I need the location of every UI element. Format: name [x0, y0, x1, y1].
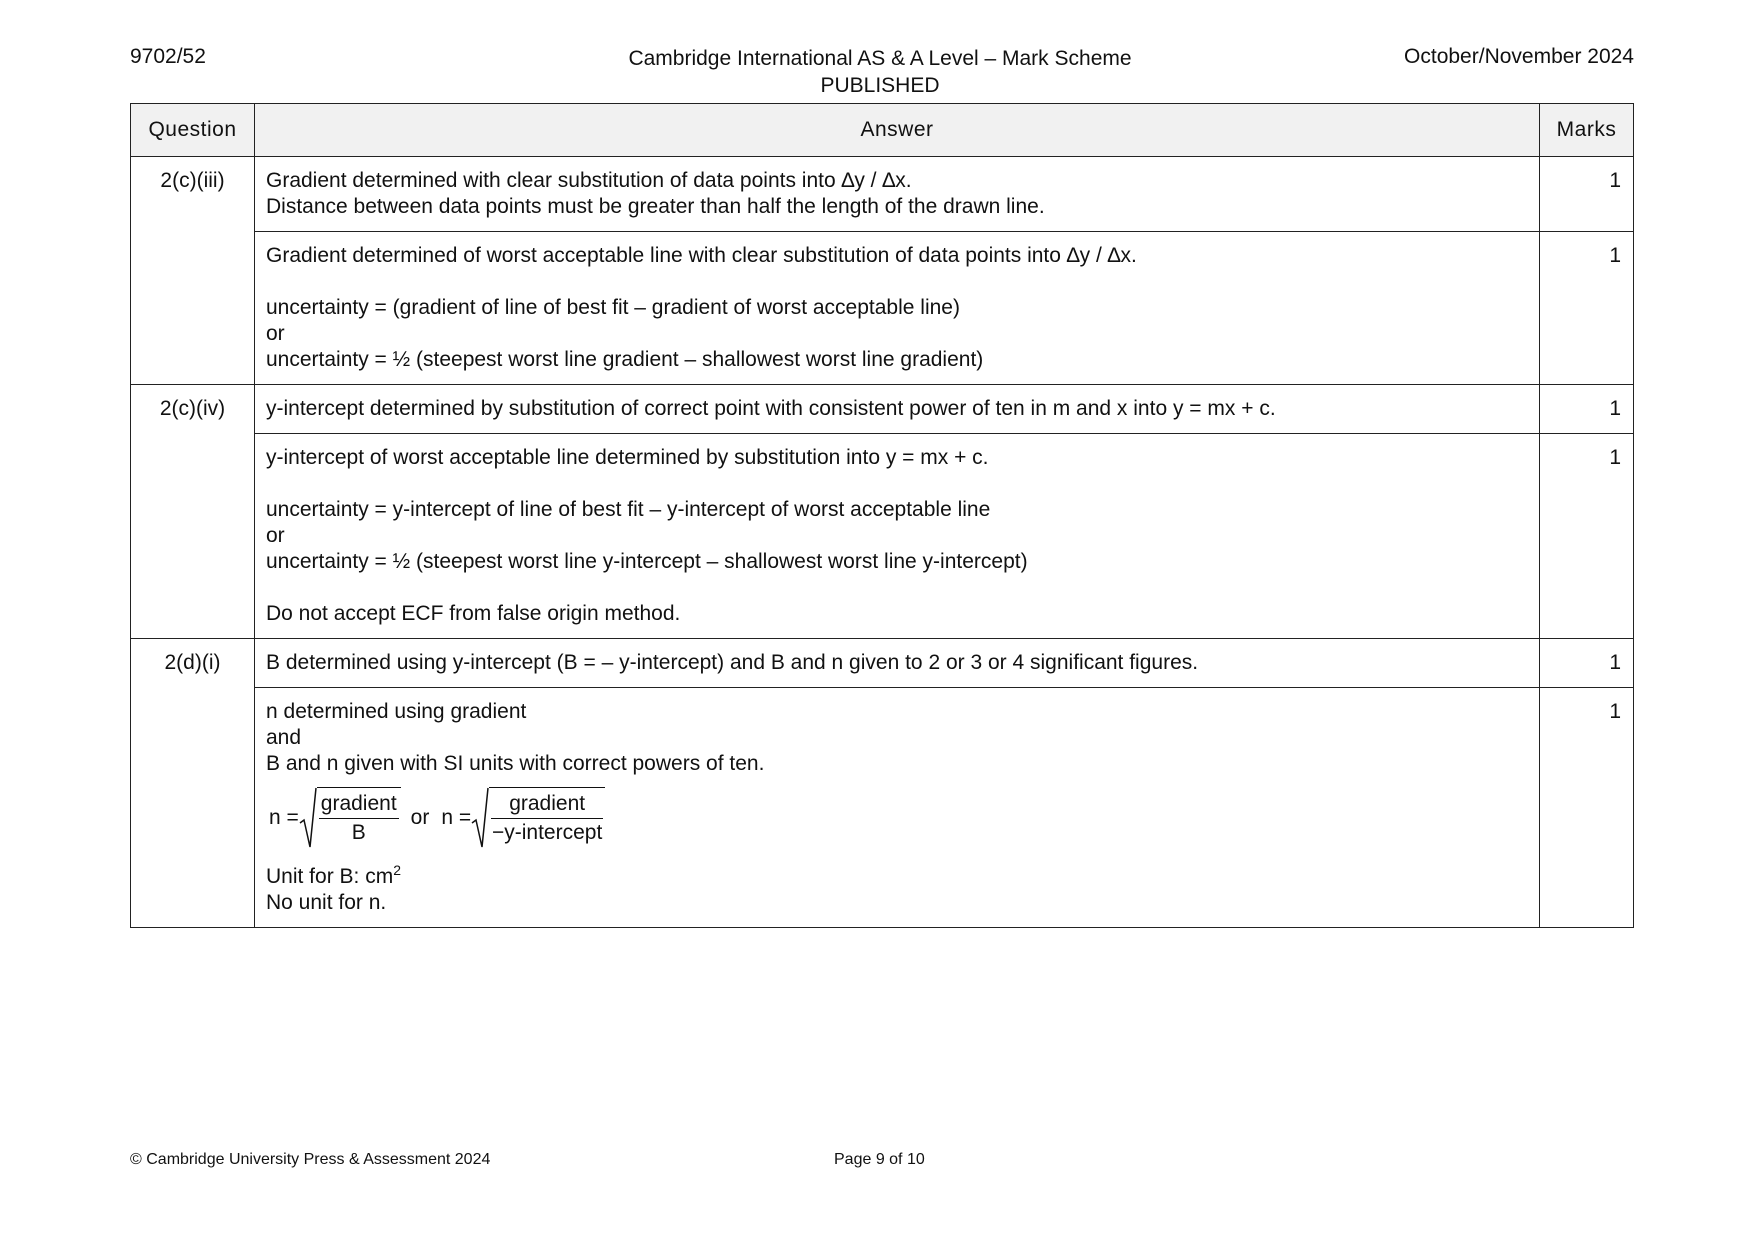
- marks-cell: 1: [1540, 688, 1634, 928]
- paper-code: 9702/52: [130, 45, 206, 68]
- marks-header: Marks: [1540, 104, 1634, 157]
- exam-session: October/November 2024: [1404, 45, 1634, 68]
- question-number: 2(c)(iii): [131, 157, 255, 385]
- answer-line: Gradient determined with clear substitution of data points into ∆y / ∆x.: [266, 169, 912, 192]
- document-title-block: [480, 45, 1280, 99]
- formula-lhs-2: n =: [441, 806, 472, 829]
- marks-cell: 1: [1540, 639, 1634, 688]
- answer-line: No unit for n.: [266, 891, 387, 914]
- table-row: [131, 688, 1634, 928]
- table-row: [131, 434, 1634, 639]
- question-number: 2(d)(i): [131, 639, 255, 928]
- radical-sign-icon: [471, 787, 489, 849]
- numerator-2: gradient: [491, 790, 603, 819]
- answer-line: n determined using gradient: [266, 700, 527, 723]
- table-row: [131, 639, 1634, 688]
- fraction-2: [491, 790, 603, 847]
- answer-line: Do not accept ECF from false origin method.: [266, 602, 681, 625]
- copyright-notice: © Cambridge University Press & Assessment 2024: [130, 1151, 491, 1168]
- numerator-1: gradient: [319, 790, 399, 819]
- answer-line: or: [266, 524, 285, 547]
- answer-cell: [255, 157, 1540, 232]
- answer-line: and: [266, 726, 302, 749]
- answer-line: B determined using y-intercept (B = – y-intercept) and B and n given to 2 or 3 or 4 significant figures.: [266, 651, 1199, 674]
- answer-cell: [255, 639, 1540, 688]
- answer-line: or: [266, 322, 285, 345]
- square-root-2: [471, 787, 605, 849]
- answer-line: y-intercept determined by substitution of correct point with consistent power of ten in m and x into y = mx + c.: [266, 397, 1276, 420]
- unit-b-line: [266, 857, 1529, 890]
- question-number: 2(c)(iv): [131, 385, 255, 639]
- n-formula: [269, 781, 1529, 855]
- answer-cell: [255, 385, 1540, 434]
- denominator-1: B: [351, 821, 366, 844]
- marks-cell: 1: [1540, 385, 1634, 434]
- document-title: Cambridge International AS & A Level – Mark Scheme: [628, 47, 1132, 70]
- answer-line: Gradient determined of worst acceptable line with clear substitution of data points into ∆y / ∆x.: [266, 244, 1137, 267]
- unit-b-superscript: 2: [393, 862, 401, 878]
- formula-or: or: [410, 806, 430, 829]
- answer-line: uncertainty = ½ (steepest worst line gradient – shallowest worst line gradient): [266, 348, 984, 371]
- answer-cell: [255, 232, 1540, 385]
- answer-line: B and n given with SI units with correct powers of ten.: [266, 752, 765, 775]
- answer-line: uncertainty = ½ (steepest worst line y-intercept – shallowest worst line y-intercept): [266, 550, 1028, 573]
- answer-header: Answer: [255, 104, 1540, 157]
- answer-cell: [255, 434, 1540, 639]
- marks-cell: 1: [1540, 157, 1634, 232]
- formula-lhs: n =: [269, 806, 299, 829]
- marks-cell: 1: [1540, 434, 1634, 639]
- marks-cell: 1: [1540, 232, 1634, 385]
- answer-cell: [255, 688, 1540, 928]
- page-number: Page 9 of 10: [834, 1151, 925, 1168]
- square-root-1: [299, 787, 401, 849]
- question-header: Question: [131, 104, 255, 157]
- mark-scheme-table: [130, 103, 1634, 928]
- denominator-2: −y-intercept: [491, 821, 603, 844]
- answer-line: Distance between data points must be greater than half the length of the drawn line.: [266, 195, 1045, 218]
- answer-line: uncertainty = y-intercept of line of best fit – y-intercept of worst acceptable line: [266, 498, 991, 521]
- table-header-row: [131, 104, 1634, 157]
- published-label: PUBLISHED: [820, 74, 940, 97]
- fraction-1: [319, 790, 399, 847]
- table-row: [131, 385, 1634, 434]
- answer-line: uncertainty = (gradient of line of best fit – gradient of worst acceptable line): [266, 296, 960, 319]
- answer-line: y-intercept of worst acceptable line determined by substitution into y = mx + c.: [266, 446, 989, 469]
- table-row: [131, 157, 1634, 232]
- radical-sign-icon: [299, 787, 317, 849]
- table-row: [131, 232, 1634, 385]
- unit-b-text: Unit for B: cm: [266, 865, 394, 888]
